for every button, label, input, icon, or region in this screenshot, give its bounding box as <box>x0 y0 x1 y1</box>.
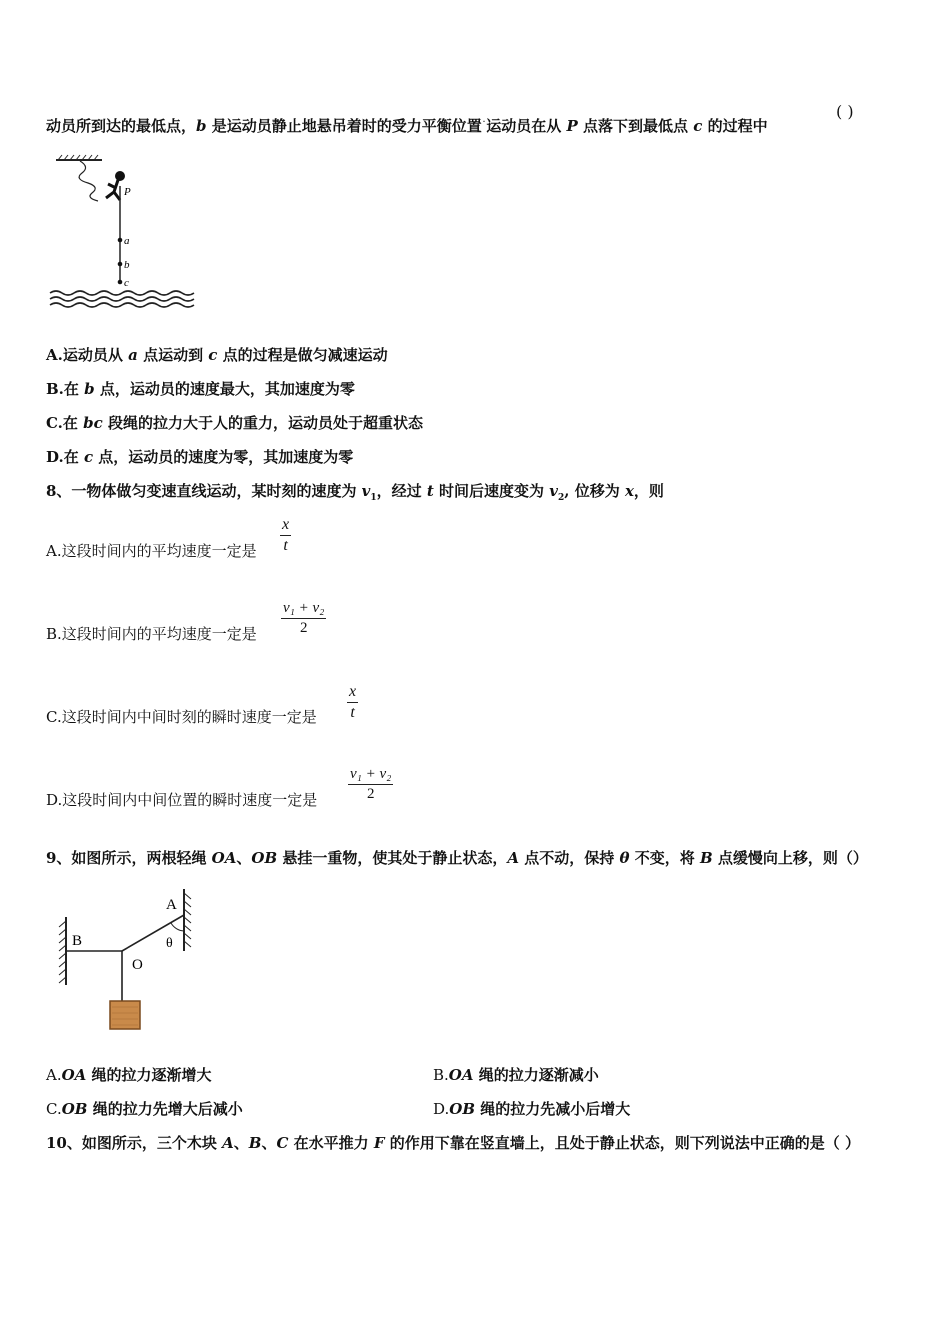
label-P: P <box>124 186 131 198</box>
label-A: A <box>166 897 177 913</box>
q8-option-d-fraction: v₁ + v₂ 2 <box>350 766 392 802</box>
q9-option-d[interactable]: D.OB 绳的拉力先减小后增大 <box>433 1100 631 1118</box>
q8-option-a-fraction: x t <box>282 516 290 554</box>
label-theta: θ <box>166 936 173 951</box>
q8-option-b[interactable]: B.这段时间内的平均速度一定是 <box>46 625 257 643</box>
q8-option-d[interactable]: D.这段时间内中间位置的瞬时速度一定是 <box>46 791 318 809</box>
label-c: c <box>124 277 129 289</box>
q8-option-c-fraction: x t <box>349 683 357 721</box>
q8-option-b-fraction: v₁ + v₂ 2 <box>283 600 325 636</box>
q8-stem: 8、一物体做匀变速直线运动，某时刻的速度为 $v_1$，经过 t 时间后速度变为 $v_2$, 位移为 x，则 <box>46 482 664 503</box>
q7-option-b[interactable]: B.在 b 点，运动员的速度最大，其加速度为零 <box>46 380 355 398</box>
label-b: b <box>124 259 130 271</box>
q9-stem: 9、如图所示，两根轻绳 OA、OB 悬挂一重物，使其处于静止状态，A 点不动，保持 θ 不变，将 B 点缓慢向上移，则（） <box>46 849 868 867</box>
q7-option-d[interactable]: D.在 c 点，运动员的速度为零，其加速度为零 <box>46 448 354 466</box>
q7-stem: 动员所到达的最低点，b 是运动员静止地悬吊着时的受力平衡位置˙运动员在从 P 点落下到最低点 c 的过程中 <box>46 117 768 135</box>
bungee-jump-figure <box>44 152 204 312</box>
rope-hanging-figure <box>50 885 210 1035</box>
q8-option-a[interactable]: A.这段时间内的平均速度一定是 <box>46 542 257 560</box>
q10-stem: 10、如图所示，三个木块 A、B、C 在水平推力 F 的作用下靠在竖直墙上，且处于静止状态，则下列说法中正确的是（ ） <box>46 1134 860 1152</box>
label-a: a <box>124 235 130 247</box>
q7-answer-bracket: ( ) <box>836 102 854 121</box>
q9-option-a[interactable]: A.OA 绳的拉力逐渐增大 <box>46 1066 212 1084</box>
q7-option-c[interactable]: C.在 bc 段绳的拉力大于人的重力，运动员处于超重状态 <box>46 414 423 432</box>
label-B: B <box>72 933 83 949</box>
q7-option-a[interactable]: A.运动员从 a 点运动到 c 点的过程是做匀减速运动 <box>46 346 388 364</box>
label-O: O <box>132 957 143 973</box>
q9-option-b[interactable]: B.OA 绳的拉力逐渐减小 <box>433 1066 599 1084</box>
q9-option-c[interactable]: C.OB 绳的拉力先增大后减小 <box>46 1100 243 1118</box>
q8-option-c[interactable]: C.这段时间内中间时刻的瞬时速度一定是 <box>46 708 317 726</box>
